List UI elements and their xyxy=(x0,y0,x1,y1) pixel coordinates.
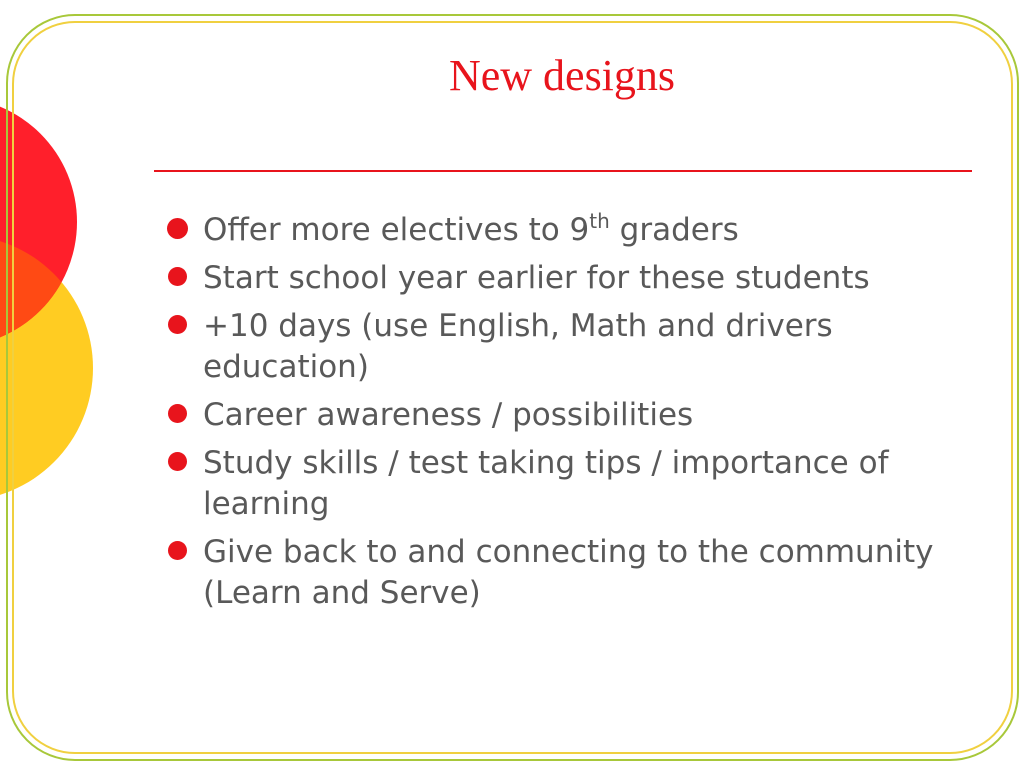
bullet-text-main: Offer more electives to 9 xyxy=(203,212,590,248)
bullet-dot-icon xyxy=(168,404,187,423)
bullet-dot-icon xyxy=(168,541,187,560)
bullet-item xyxy=(164,306,964,388)
bullet-text: Study skills / test taking tips / importance of learning xyxy=(203,445,889,522)
bullet-text: Start school year earlier for these students xyxy=(203,260,870,296)
bullet-dot-icon xyxy=(168,315,187,334)
bullet-dot-icon xyxy=(167,218,188,239)
bullet-item xyxy=(164,532,964,614)
bullet-list xyxy=(164,210,964,621)
bullet-text-tail: graders xyxy=(609,212,739,248)
bullet-superscript: th xyxy=(589,209,610,233)
bullet-text: Career awareness / possibilities xyxy=(203,397,694,433)
bullet-dot-icon xyxy=(168,267,187,286)
bullet-text xyxy=(203,210,964,251)
bullet-item xyxy=(164,258,964,299)
bullet-text: Give back to and connecting to the community (Learn and Serve) xyxy=(203,534,934,611)
bullet-dot-icon xyxy=(168,452,187,471)
bullet-text: +10 days (use English, Math and drivers education) xyxy=(203,308,833,385)
bullet-item xyxy=(164,210,964,251)
bullet-item xyxy=(164,443,964,525)
bullet-item xyxy=(164,395,964,436)
slide-title: New designs xyxy=(448,51,676,100)
title-underline xyxy=(154,170,972,172)
